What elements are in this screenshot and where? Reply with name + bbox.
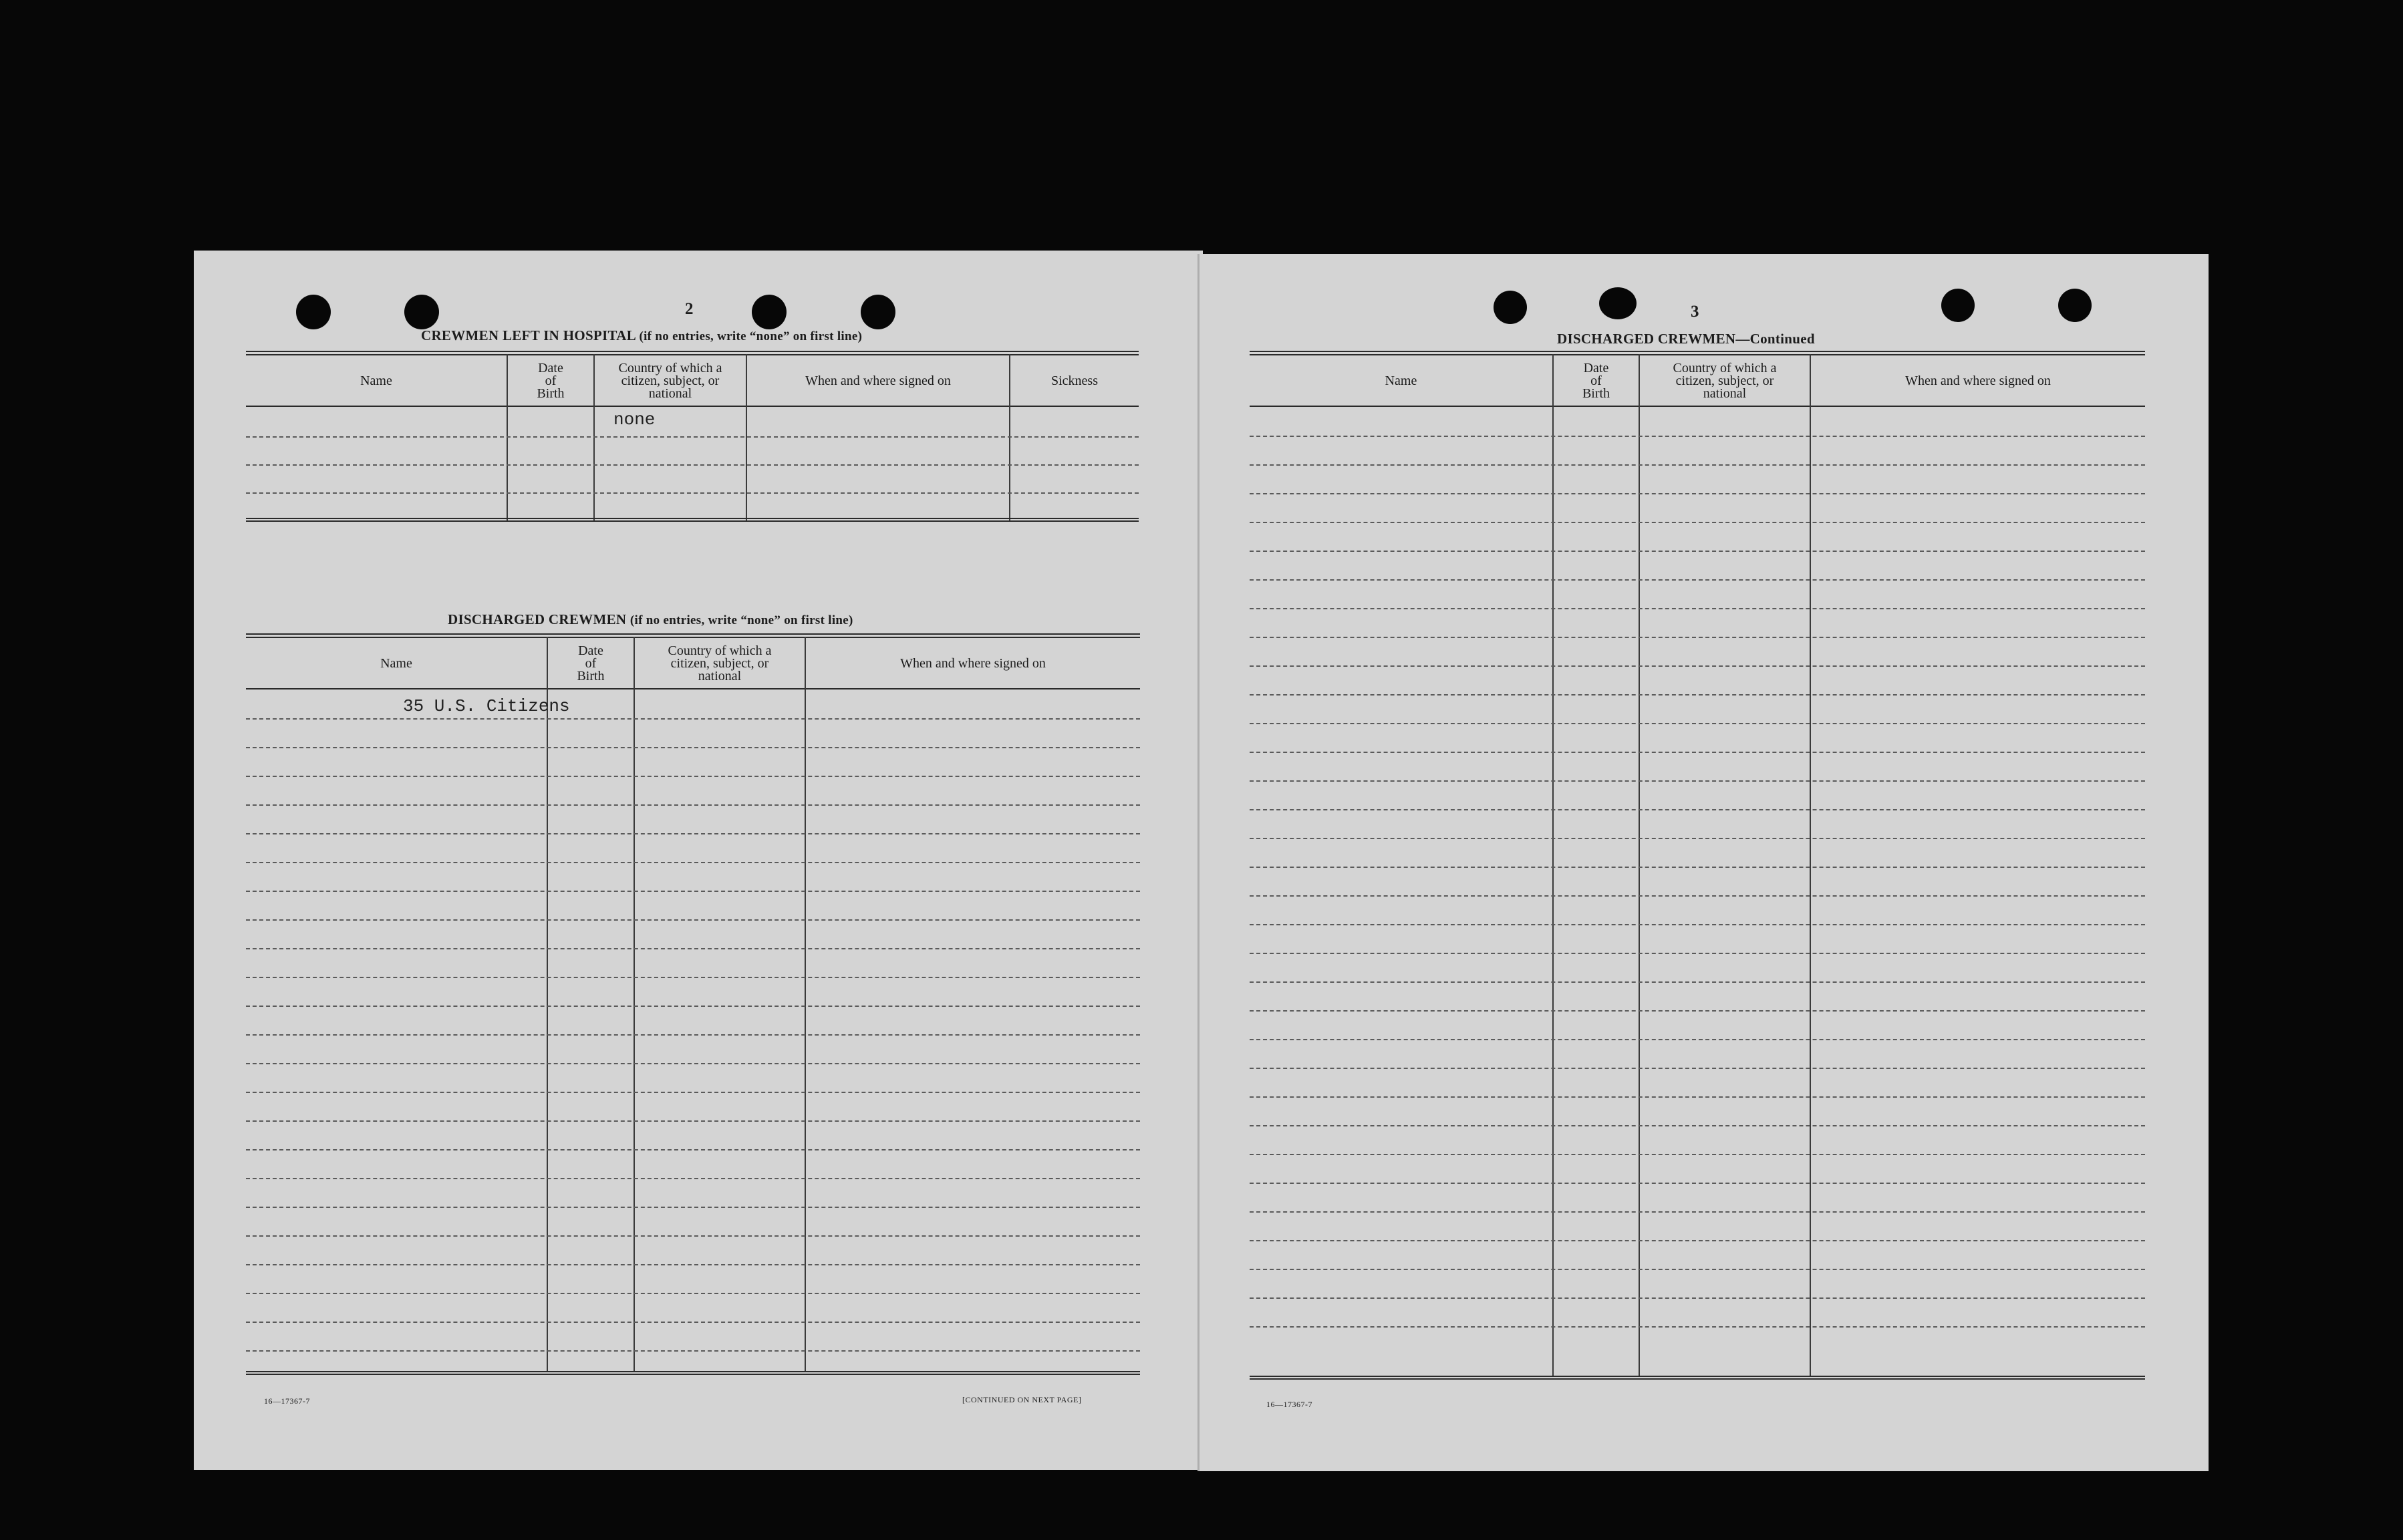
entry-line — [246, 1264, 1140, 1265]
entry-line — [1250, 953, 2145, 954]
entry-line — [1250, 1211, 2145, 1213]
column-divider — [1639, 354, 1640, 1376]
entry-line — [246, 1092, 1140, 1093]
entry-line — [246, 1149, 1140, 1150]
page-number: 3 — [1691, 303, 1699, 321]
entry-line — [246, 718, 1140, 720]
punch-hole — [752, 295, 787, 329]
section-title-discharged-continued: DISCHARGED CREWMEN—Continued — [1557, 331, 1815, 347]
entry-line — [1250, 1010, 2145, 1012]
entry-line — [1250, 723, 2145, 724]
double-rule — [246, 520, 1139, 522]
discharged-continued-table — [1250, 351, 2145, 1380]
entry-line — [246, 1293, 1140, 1294]
double-rule — [246, 1374, 1140, 1375]
entry-line — [246, 1034, 1140, 1036]
entry-line — [246, 1235, 1140, 1237]
section-title-text: CREWMEN LEFT IN HOSPITAL — [421, 327, 635, 343]
left-page — [194, 251, 1203, 1470]
entry-line — [1250, 665, 2145, 667]
entry-line — [1250, 1125, 2145, 1126]
entry-line — [246, 747, 1140, 748]
entry-line — [246, 1063, 1140, 1064]
entry-line — [1250, 579, 2145, 581]
entry-line — [246, 1322, 1140, 1323]
double-rule — [246, 637, 1140, 638]
entry-line — [1250, 809, 2145, 810]
col-header-country: Country of which a citizen, subject, or national — [668, 643, 772, 683]
column-divider — [593, 354, 595, 521]
col-header-name: Name — [360, 373, 392, 388]
double-rule — [1250, 1376, 2145, 1377]
entry-line — [246, 891, 1140, 892]
entry-line — [1250, 608, 2145, 609]
col-header-date-of-birth: Date of Birth — [577, 643, 605, 683]
double-rule — [246, 518, 1139, 519]
section-note: (if no entries, write “none” on first line) — [639, 329, 863, 343]
punch-hole — [1941, 289, 1975, 322]
entry-line — [1250, 867, 2145, 868]
col-header-country: Country of which a citizen, subject, or national — [1673, 360, 1777, 401]
entry-line — [1250, 637, 2145, 638]
entry-line — [246, 1350, 1140, 1352]
continued-note: [CONTINUED ON NEXT PAGE] — [962, 1395, 1082, 1404]
entry-line — [246, 977, 1140, 978]
section-note: (if no entries, write “none” on first line) — [629, 613, 853, 627]
entry-line — [246, 436, 1139, 438]
entry-line — [246, 1178, 1140, 1179]
section-title-text: DISCHARGED CREWMEN — [448, 611, 627, 627]
punch-hole — [296, 295, 331, 329]
right-page — [1199, 254, 2209, 1471]
entry-line — [1250, 752, 2145, 753]
double-rule — [246, 1371, 1140, 1372]
entry-line — [1250, 1240, 2145, 1241]
entry-line — [1250, 1297, 2145, 1299]
section-title-discharged — [448, 611, 853, 628]
punch-hole — [1494, 291, 1527, 324]
entry-line — [246, 862, 1140, 863]
entry-line — [1250, 694, 2145, 696]
header-rule — [246, 688, 1140, 689]
entry-line — [1250, 895, 2145, 897]
entry-line — [246, 833, 1140, 834]
form-id: 16—17367-7 — [264, 1396, 310, 1406]
entry-line — [246, 464, 1139, 466]
entry-line — [1250, 551, 2145, 552]
page-number: 2 — [685, 300, 694, 318]
entry-line — [1250, 436, 2145, 437]
entry-line — [1250, 464, 2145, 466]
double-rule — [246, 351, 1139, 352]
entry-line — [1250, 1183, 2145, 1184]
col-header-country: Country of which a citizen, subject, or national — [618, 360, 722, 401]
entry-line — [1250, 1326, 2145, 1328]
entry-line — [246, 776, 1140, 777]
entry-line — [1250, 1096, 2145, 1098]
column-divider — [746, 354, 747, 521]
entry-line — [1250, 1269, 2145, 1270]
entry-line — [1250, 1039, 2145, 1040]
entry-line — [1250, 838, 2145, 839]
entry-line — [1250, 780, 2145, 782]
double-rule — [246, 354, 1139, 355]
entry-line — [246, 804, 1140, 806]
header-rule — [246, 406, 1139, 407]
col-header-name: Name — [380, 655, 412, 671]
section-title-hospital — [421, 327, 862, 344]
hospital-table — [246, 351, 1139, 521]
entry-line — [1250, 924, 2145, 925]
col-header-date-of-birth: Date of Birth — [1582, 360, 1610, 401]
entry-line — [246, 492, 1139, 494]
entry-line — [1250, 981, 2145, 983]
column-divider — [507, 354, 508, 521]
double-rule — [1250, 351, 2145, 352]
entry-line — [246, 1207, 1140, 1208]
header-rule — [1250, 406, 2145, 407]
column-divider — [1552, 354, 1554, 1376]
hospital-entry: none — [613, 410, 656, 430]
entry-line — [246, 1120, 1140, 1122]
col-header-signed-on: When and where signed on — [805, 373, 951, 388]
punch-hole — [861, 295, 895, 329]
entry-line — [1250, 1154, 2145, 1155]
col-header-name: Name — [1385, 373, 1417, 388]
double-rule — [1250, 1378, 2145, 1380]
entry-line — [246, 948, 1140, 949]
col-header-signed-on: When and where signed on — [900, 655, 1046, 671]
col-header-date-of-birth: Date of Birth — [537, 360, 565, 401]
punch-hole — [404, 295, 439, 329]
column-divider — [1810, 354, 1811, 1376]
discharged-table — [246, 633, 1140, 1375]
discharged-entry: 35 U.S. Citizens — [403, 696, 570, 716]
punch-hole — [2058, 289, 2092, 322]
column-divider — [1009, 354, 1010, 521]
double-rule — [1250, 354, 2145, 355]
form-id: 16—17367-7 — [1266, 1400, 1312, 1409]
entry-line — [1250, 522, 2145, 523]
entry-line — [1250, 493, 2145, 494]
col-header-sickness: Sickness — [1051, 373, 1098, 388]
entry-line — [246, 919, 1140, 921]
entry-line — [246, 1006, 1140, 1007]
punch-hole — [1599, 287, 1637, 319]
double-rule — [246, 633, 1140, 635]
col-header-signed-on: When and where signed on — [1905, 373, 2051, 388]
entry-line — [1250, 1068, 2145, 1069]
